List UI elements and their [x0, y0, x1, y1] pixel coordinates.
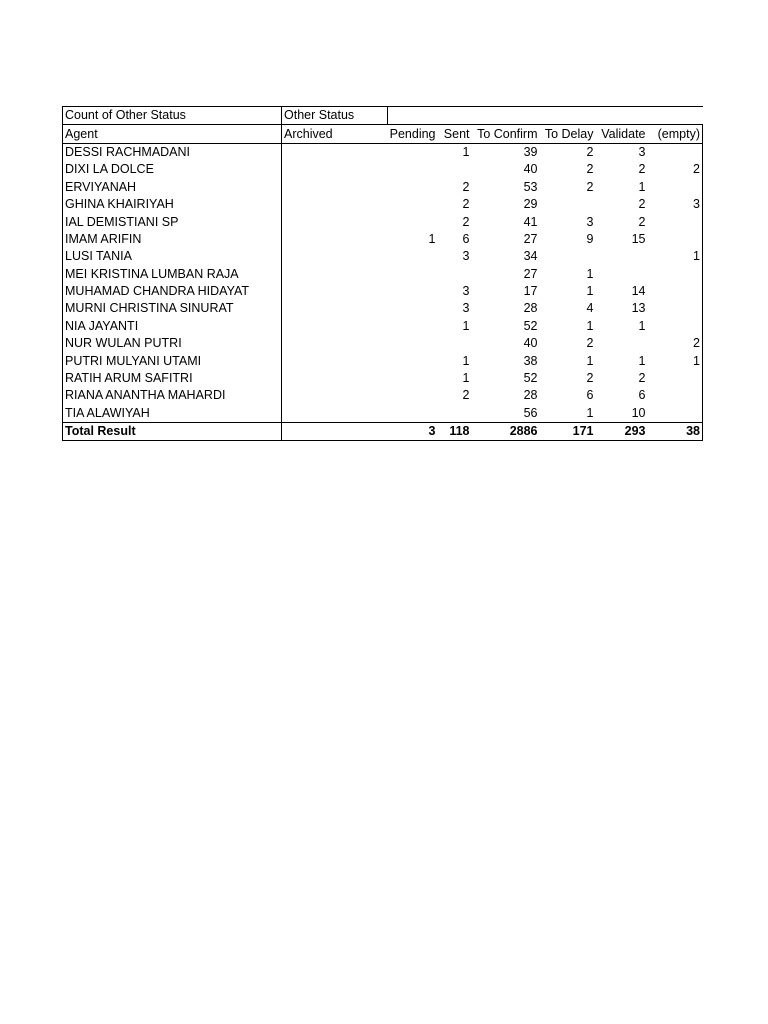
table-cell: 1: [586, 266, 594, 281]
table-cell: [648, 143, 703, 161]
table-cell: [540, 248, 596, 265]
table-row: [63, 352, 703, 369]
table-cell: [388, 335, 438, 352]
table-cell: 2: [586, 179, 594, 194]
table-cell: 52: [523, 371, 538, 386]
table-cell: 15: [631, 231, 646, 246]
table-cell: [388, 300, 438, 317]
table-cell: 2: [462, 179, 470, 194]
total-cell: 2886: [472, 423, 540, 441]
table-cell: 40: [523, 162, 538, 177]
table-cell: [596, 335, 648, 352]
table-cell: 1: [462, 144, 470, 159]
table-cell: 1: [462, 318, 470, 333]
table-cell: 1: [586, 284, 594, 299]
table-cell: [282, 266, 388, 283]
header-row-columns: [63, 125, 703, 143]
table-cell: [282, 196, 388, 213]
table-cell: [282, 370, 388, 387]
agent-name: TIA ALAWIYAH: [63, 405, 282, 423]
total-cell: 171: [540, 423, 596, 441]
table-cell: 2: [638, 197, 646, 212]
table-cell: 1: [638, 179, 646, 194]
table-row: [63, 248, 703, 265]
table-cell: 9: [586, 231, 594, 246]
table-cell: [388, 352, 438, 369]
table-cell: 28: [523, 388, 538, 403]
table-row: [63, 405, 703, 423]
column-header: (empty): [648, 125, 703, 143]
table-cell: [388, 179, 438, 196]
table-cell: 40: [523, 336, 538, 351]
table-cell: 41: [523, 214, 538, 229]
column-header: To Confirm: [472, 125, 540, 143]
table-cell: [438, 266, 472, 283]
table-cell: 13: [631, 301, 646, 316]
table-cell: 1: [586, 353, 594, 368]
table-row: [63, 266, 703, 283]
table-cell: [388, 283, 438, 300]
table-cell: 52: [523, 318, 538, 333]
table-row: [63, 283, 703, 300]
table-cell: 17: [523, 284, 538, 299]
table-row: [63, 335, 703, 352]
pivot-table: [62, 106, 703, 441]
table-cell: [648, 370, 703, 387]
table-cell: [648, 213, 703, 230]
agent-name: IAL DEMISTIANI SP: [63, 213, 282, 230]
table-cell: 1: [428, 231, 436, 246]
table-cell: [282, 335, 388, 352]
table-cell: [282, 283, 388, 300]
agent-name: NUR WULAN PUTRI: [63, 335, 282, 352]
header-row-field: [63, 107, 703, 125]
agent-name: DIXI LA DOLCE: [63, 161, 282, 178]
table-cell: [648, 179, 703, 196]
table-cell: [282, 179, 388, 196]
table-cell: 6: [586, 388, 594, 403]
agent-name: RIANA ANANTHA MAHARDI: [63, 387, 282, 404]
table-cell: 53: [523, 179, 538, 194]
table-row: [63, 179, 703, 196]
table-cell: [648, 300, 703, 317]
column-field-spacer: [388, 107, 703, 125]
column-header: Validate: [596, 125, 648, 143]
total-label: Total Result: [63, 423, 282, 441]
table-row: [63, 387, 703, 404]
table-cell: 27: [523, 231, 538, 246]
table-cell: [596, 266, 648, 283]
table-cell: 1: [638, 318, 646, 333]
table-cell: 3: [462, 284, 470, 299]
table-row: [63, 143, 703, 161]
agent-name: ERVIYANAH: [63, 179, 282, 196]
agent-name: MUHAMAD CHANDRA HIDAYAT: [63, 283, 282, 300]
table-cell: 2: [648, 161, 703, 178]
table-cell: [648, 283, 703, 300]
table-cell: 28: [523, 301, 538, 316]
table-cell: [648, 387, 703, 404]
table-cell: [282, 318, 388, 335]
table-cell: 2: [648, 335, 703, 352]
table-cell: [388, 405, 438, 423]
pivot-table-sheet: [62, 106, 702, 441]
table-row: [63, 300, 703, 317]
table-cell: 14: [631, 284, 646, 299]
table-cell: 1: [586, 405, 594, 420]
total-cell: 38: [648, 423, 703, 441]
table-cell: 34: [523, 249, 538, 264]
table-cell: [388, 318, 438, 335]
table-cell: [438, 335, 472, 352]
table-cell: 1: [462, 353, 470, 368]
table-cell: 56: [523, 405, 538, 420]
table-cell: 3: [462, 301, 470, 316]
table-cell: 6: [462, 231, 470, 246]
agent-name: LUSI TANIA: [63, 248, 282, 265]
table-row: [63, 213, 703, 230]
table-cell: [282, 213, 388, 230]
corner-label: Count of Other Status: [63, 107, 282, 125]
row-field-label: Agent: [63, 125, 282, 143]
pivot-table-body: [63, 107, 703, 441]
table-cell: 2: [638, 162, 646, 177]
table-cell: 39: [523, 144, 538, 159]
column-field-label: Other Status: [282, 107, 388, 125]
table-cell: [388, 370, 438, 387]
table-cell: 2: [462, 197, 470, 212]
table-cell: [648, 266, 703, 283]
table-cell: [282, 248, 388, 265]
table-cell: 2: [462, 388, 470, 403]
table-cell: 2: [638, 214, 646, 229]
table-cell: 3: [648, 196, 703, 213]
table-cell: 4: [586, 301, 594, 316]
table-cell: [282, 161, 388, 178]
agent-name: NIA JAYANTI: [63, 318, 282, 335]
table-cell: 1: [638, 353, 646, 368]
table-cell: [282, 300, 388, 317]
table-cell: 1: [648, 248, 703, 265]
table-cell: [596, 248, 648, 265]
agent-name: GHINA KHAIRIYAH: [63, 196, 282, 213]
table-cell: [540, 196, 596, 213]
total-cell: 3: [388, 423, 438, 441]
table-cell: [388, 248, 438, 265]
table-row: [63, 231, 703, 248]
table-cell: 3: [586, 214, 594, 229]
table-row: [63, 161, 703, 178]
table-cell: [438, 405, 472, 423]
table-cell: 2: [638, 371, 646, 386]
table-cell: 27: [523, 266, 538, 281]
table-cell: 2: [586, 162, 594, 177]
table-cell: 3: [462, 249, 470, 264]
table-cell: [282, 231, 388, 248]
total-cell: 118: [438, 423, 472, 441]
table-cell: 29: [523, 197, 538, 212]
table-row: [63, 370, 703, 387]
table-cell: 10: [631, 405, 646, 420]
table-cell: [388, 161, 438, 178]
table-cell: [388, 213, 438, 230]
agent-name: DESSI RACHMADANI: [63, 143, 282, 161]
table-cell: [282, 387, 388, 404]
table-cell: [388, 387, 438, 404]
table-row: [63, 196, 703, 213]
column-header: Pending: [388, 125, 438, 143]
agent-name: MEI KRISTINA LUMBAN RAJA: [63, 266, 282, 283]
agent-name: MURNI CHRISTINA SINURAT: [63, 300, 282, 317]
table-cell: 3: [638, 144, 646, 159]
total-cell: 293: [596, 423, 648, 441]
column-header: Archived: [282, 125, 388, 143]
table-cell: 2: [462, 214, 470, 229]
table-cell: [282, 405, 388, 423]
table-row: [63, 318, 703, 335]
agent-name: IMAM ARIFIN: [63, 231, 282, 248]
table-cell: [388, 266, 438, 283]
agent-name: PUTRI MULYANI UTAMI: [63, 352, 282, 369]
column-header: To Delay: [540, 125, 596, 143]
table-cell: [648, 405, 703, 423]
table-cell: [388, 196, 438, 213]
total-row: [63, 423, 703, 441]
table-cell: [648, 318, 703, 335]
agent-name: RATIH ARUM SAFITRI: [63, 370, 282, 387]
table-cell: [282, 352, 388, 369]
table-cell: 6: [638, 388, 646, 403]
table-cell: [438, 161, 472, 178]
column-header: Sent: [438, 125, 472, 143]
table-cell: 2: [586, 371, 594, 386]
table-cell: 1: [648, 352, 703, 369]
table-cell: [282, 143, 388, 161]
table-cell: 1: [586, 318, 594, 333]
table-cell: 2: [586, 144, 594, 159]
table-cell: 38: [523, 353, 538, 368]
table-cell: 2: [586, 336, 594, 351]
total-cell: [282, 423, 388, 441]
table-cell: [648, 231, 703, 248]
table-cell: 1: [462, 371, 470, 386]
table-cell: [388, 143, 438, 161]
